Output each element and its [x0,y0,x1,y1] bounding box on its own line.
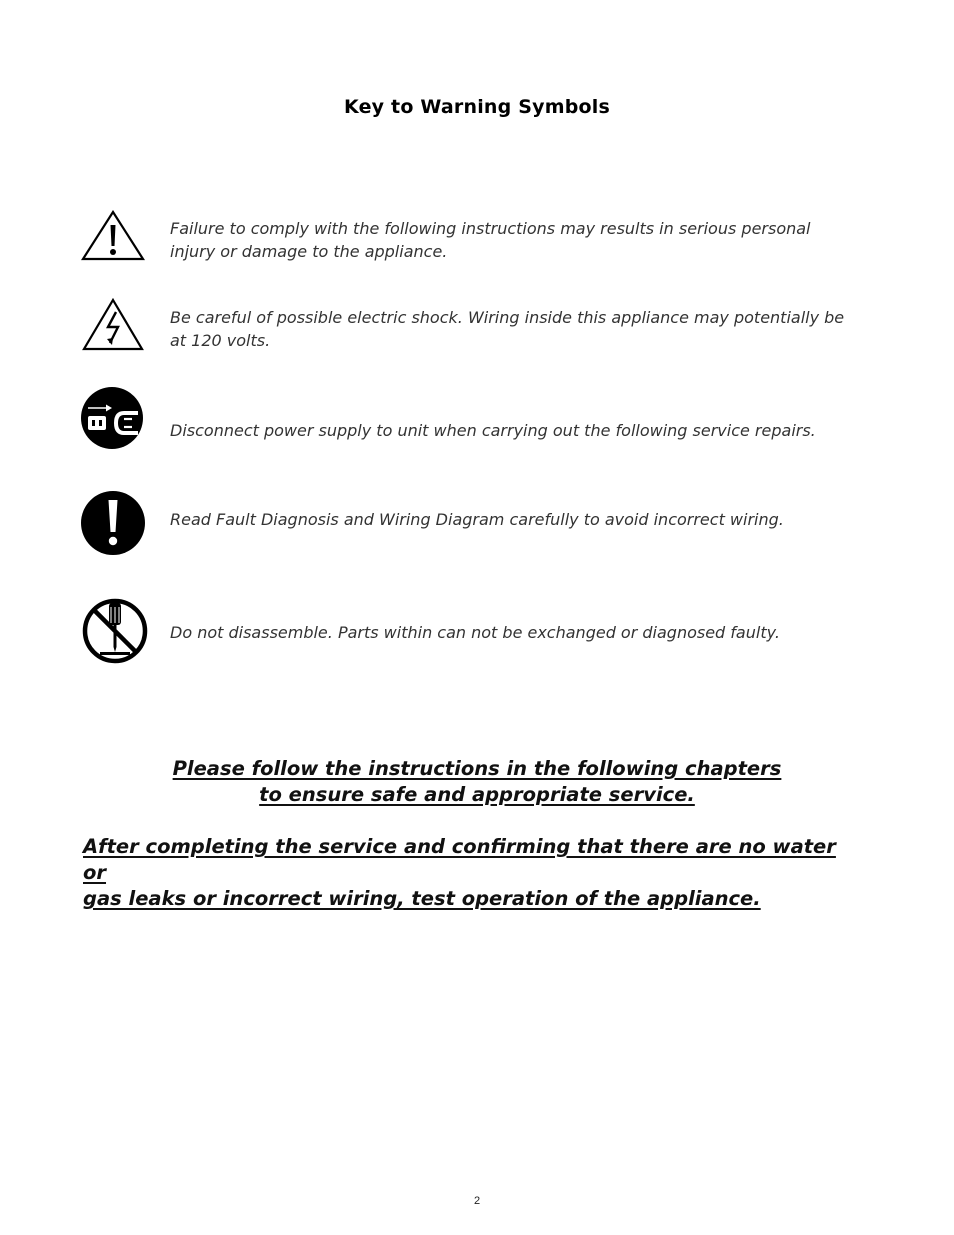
notice-line: Please follow the instructions in the following chapters [172,757,782,780]
notice-line: After completing the service and confirming that there are no water or [83,835,836,884]
no-disassembly-icon [80,597,150,669]
page-number: 2 [473,1195,481,1207]
symbol-description: Disconnect power supply to unit when carrying out the following service repairs. [170,421,816,440]
page-title: Key to Warning Symbols [343,96,611,118]
test-operation-notice [83,834,863,912]
symbol-description: Failure to comply with the following instructions may results in serious personal injury or damage to the appliance. [170,219,811,261]
disconnect-plug-icon [80,385,144,455]
symbol-description: Do not disassemble. Parts within can not be exchanged or diagnosed faulty. [170,623,780,642]
notice-line: gas leaks or incorrect wiring, test operation of the appliance. [83,887,761,910]
exclamation-circle-icon [80,490,146,560]
notice-line: to ensure safe and appropriate service. [259,783,695,806]
electric-shock-icon [80,298,146,356]
service-instructions-notice [0,756,954,808]
symbol-description: Be careful of possible electric shock. Wiring inside this appliance may potentially be at 120 volts. [170,308,845,350]
symbol-description: Read Fault Diagnosis and Wiring Diagram carefully to avoid incorrect wiring. [170,510,784,529]
warning-triangle-icon [80,210,146,266]
